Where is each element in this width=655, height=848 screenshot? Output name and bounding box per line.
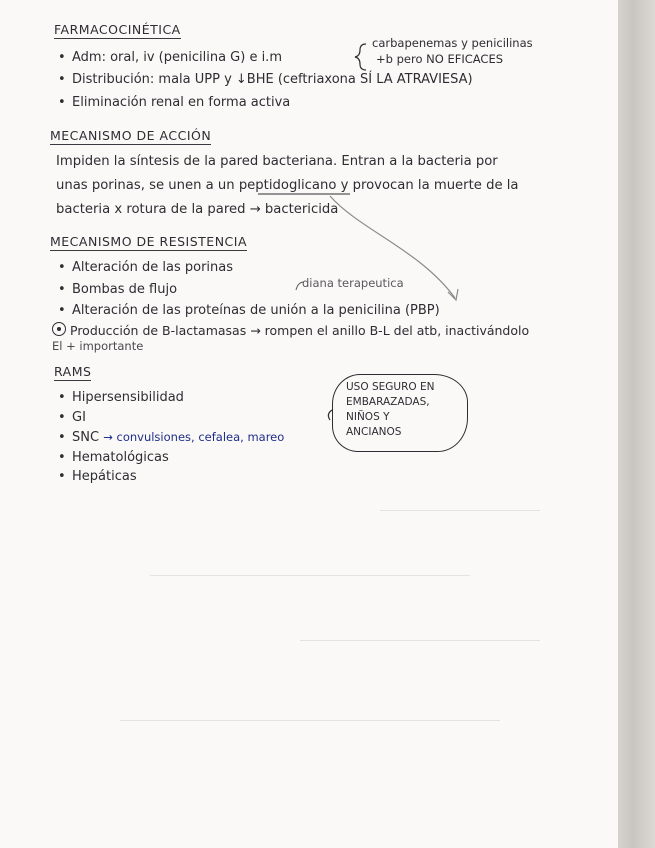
list-item: • GI (58, 410, 86, 425)
side-note: +b pero NO EFICACES (376, 52, 504, 66)
heading-rams: RAMS (54, 364, 91, 381)
list-item: • Bombas de flujo (58, 282, 178, 297)
paragraph-line: Impiden la síntesis de la pared bacteriana. Entran a la bacteria por (56, 154, 498, 169)
heading-mecanismo-resistencia: MECANISMO DE RESISTENCIA (50, 234, 247, 251)
curved-arrow-icon (330, 196, 455, 298)
list-item: • Eliminación renal en forma activa (58, 95, 291, 110)
side-note: carbapenemas y penicilinas (372, 36, 533, 50)
list-item: • Hipersensibilidad (58, 390, 184, 405)
annotation: diana terapeutica (302, 276, 404, 290)
list-item: • Alteración de las proteínas de unión a la penicilina (PBP) (58, 303, 440, 318)
heading-farmacocinetica: FARMACOCINÉTICA (54, 22, 181, 39)
hook-arrow-icon (296, 282, 304, 290)
heading-mecanismo-accion: MECANISMO DE ACCIÓN (50, 128, 211, 145)
list-item-highlight: Producción de B-lactamasas → rompen el anillo B-L del atb, inactivándolo (52, 322, 529, 338)
bubble-tail (328, 410, 332, 420)
list-item: • Alteración de las porinas (58, 260, 234, 275)
list-item: • Hematológicas (58, 450, 169, 465)
desk-background (618, 0, 655, 848)
list-item: • Adm: oral, iv (penicilina G) e i.m (58, 50, 282, 65)
brace-mark (355, 44, 366, 70)
note: El + importante (52, 339, 144, 353)
list-item: • SNC → convulsiones, cefalea, mareo (58, 430, 285, 445)
bubble-text: USO SEGURO EN EMBARAZADAS, NIÑOS Y ANCIANOS (346, 381, 435, 438)
list-item: • Distribución: mala UPP y ↓BHE (ceftriaxona SÍ LA ATRAVIESA) (58, 72, 473, 87)
paragraph-line: bacteria x rotura de la pared → bactericida (56, 202, 339, 217)
paragraph-line: unas porinas, se unen a un peptidoglicano y provocan la muerte de la (56, 178, 519, 193)
list-item: • Hepáticas (58, 469, 137, 484)
snc-detail: → convulsiones, cefalea, mareo (103, 430, 285, 444)
